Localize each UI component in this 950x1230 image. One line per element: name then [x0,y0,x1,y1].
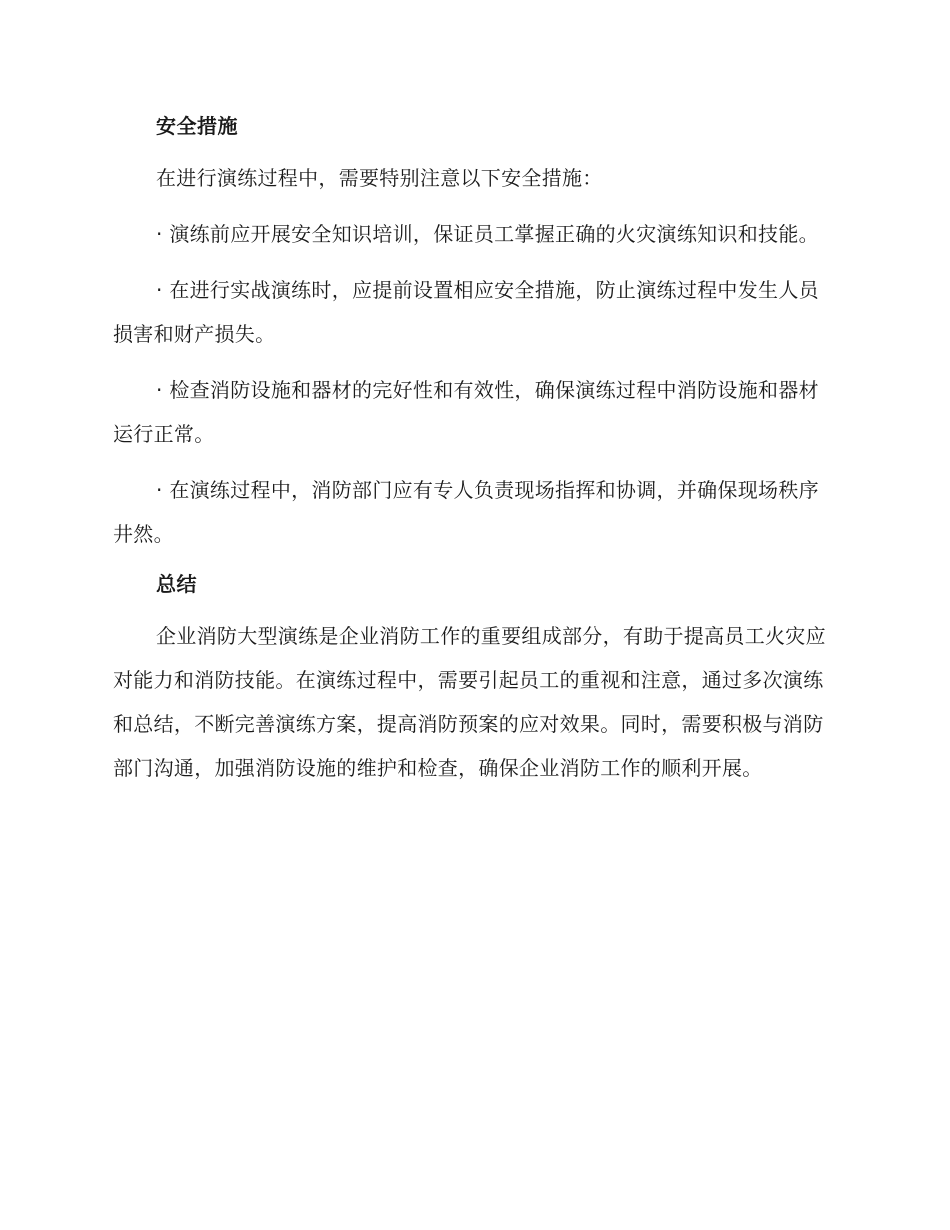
paragraph: 在进行演练过程中，需要特别注意以下安全措施： [156,166,603,190]
section-safety-measures [113,108,829,556]
section-heading: 安全措施 [156,114,238,138]
bullet-paragraph: · 检查消防设施和器材的完好性和有效性，确保演练过程中消防设施和器材运行正常。 [113,378,819,446]
section-heading: 总结 [156,572,197,596]
section-summary [113,566,829,790]
bullet-paragraph: · 在演练过程中，消防部门应有专人负责现场指挥和协调，并确保现场秩序井然。 [113,478,819,546]
paragraph: 企业消防大型演练是企业消防工作的重要组成部分，有助于提高员工火灾应对能力和消防技能。在演练过程中，需要引起员工的重视和注意，通过多次演练和总结，不断完善演练方案，提高消防预案的应对效果。同时，需要积极与消防部门沟通，加强消防设施的维护和检查，确保企业消防工作的顺利开展。 [113,624,826,780]
bullet-paragraph: · 演练前应开展安全知识培训，保证员工掌握正确的火灾演练知识和技能。 [156,222,819,246]
bullet-paragraph: · 在进行实战演练时，应提前设置相应安全措施，防止演练过程中发生人员损害和财产损失。 [113,278,819,346]
document-page [113,108,829,790]
